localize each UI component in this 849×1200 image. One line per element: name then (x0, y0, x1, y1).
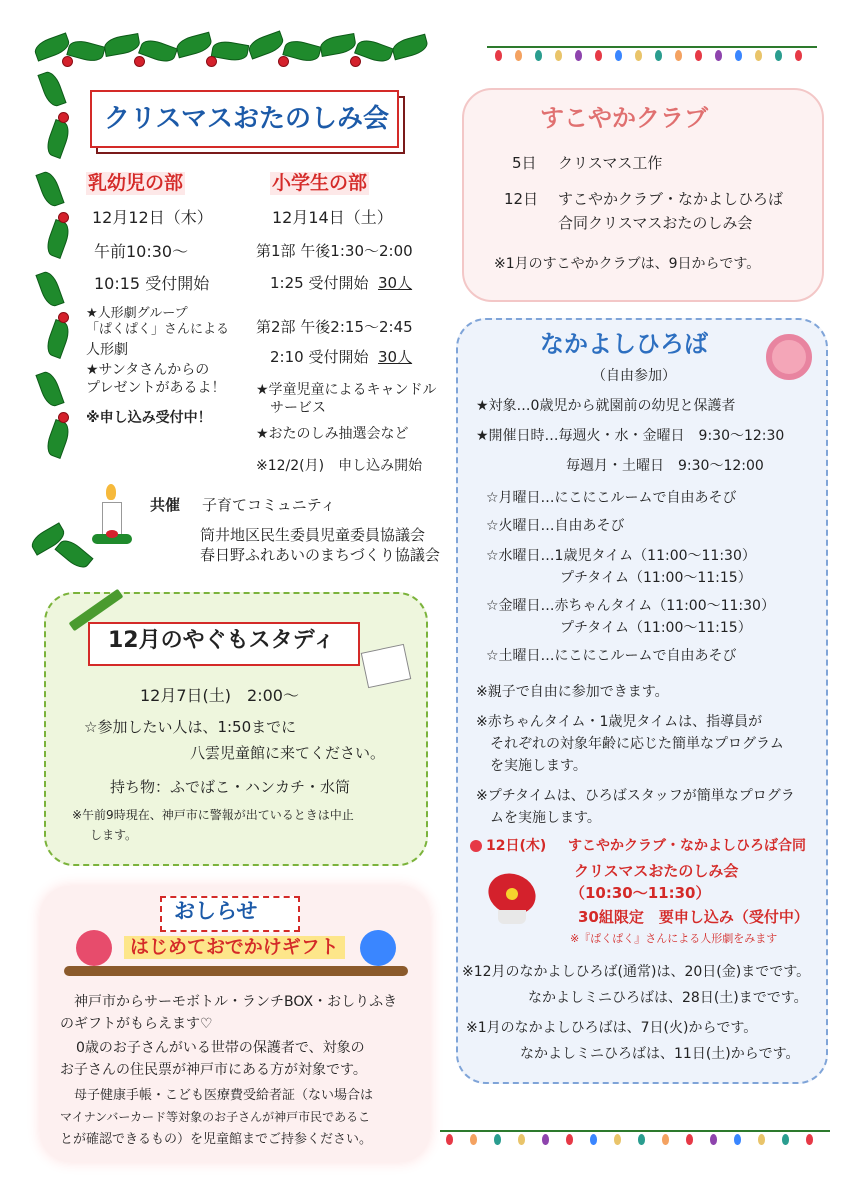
elementary-part2-reception: 2:10 受付開始 (270, 348, 369, 366)
nakayoshi-opening: なかよしミニひろばは、11日(土)からです。 (520, 1046, 800, 1062)
nakayoshi-note: ※親子で自由に参加できます。 (476, 684, 669, 700)
string-lights-top (487, 42, 817, 72)
study-title: 12月のやぐもスタディ (108, 628, 335, 653)
nakayoshi-day: プチタイム（11:00～11:15） (560, 570, 752, 586)
cohost-label: 共催 (150, 496, 181, 514)
notice-text: マイナンバーカード等対象のお子さんが神戸市民であるこ (60, 1110, 371, 1124)
cohost: 子育てコミュニティ (202, 496, 336, 514)
bird-icon (360, 930, 396, 966)
infant-reception: 10:15 受付開始 (94, 274, 210, 293)
notice-text: 神戸市からサーモボトル・ランチBOX・おしりふき (74, 994, 398, 1010)
nakayoshi-note: ムを実施します。 (490, 810, 601, 826)
nakayoshi-note: ※プチタイムは、ひろばスタッフが簡単なプログラ (476, 788, 795, 804)
elementary-apply-note: ※12/2(月) 申し込み開始 (256, 458, 423, 474)
nakayoshi-day: ☆金曜日…赤ちゃんタイム（11:00～11:30） (486, 598, 775, 614)
infant-note: プレゼントがあるよ！ (86, 380, 226, 396)
event-note: ※『ぱくぱく』さんによる人形劇をみます (570, 932, 778, 945)
sukoyaka-day: 12日 (504, 190, 539, 208)
sukoyaka-event: クリスマス工作 (558, 154, 663, 172)
nakayoshi-day: プチタイム（11:00～11:15） (560, 620, 752, 636)
elementary-heading: 小学生の部 (272, 172, 368, 194)
elementary-part2-capacity: 30人 (378, 348, 413, 366)
event-time: （10:30～11:30） (570, 884, 711, 902)
nakayoshi-schedule: 毎週月・土曜日 9:30～12:00 (566, 458, 764, 474)
infant-note: ★サンタさんからの (86, 362, 210, 378)
nakayoshi-day: ☆火曜日…自由あそび (486, 518, 625, 534)
nakayoshi-subtitle: （自由参加） (592, 368, 676, 384)
sukoyaka-event: すこやかクラブ・なかよしひろば (558, 190, 784, 208)
nakayoshi-note: それぞれの対象年齢に応じた簡単なプログラム (490, 736, 784, 752)
infant-note: ★人形劇グループ (86, 306, 188, 321)
bird-icon (76, 930, 112, 966)
notice-text: 0歳のお子さんがいる世帯の保護者で、対象の (76, 1040, 365, 1056)
infant-note: 人形劇 (86, 342, 128, 358)
nakayoshi-day: ☆土曜日…にこにこルームで自由あそび (486, 648, 737, 664)
bear-donut-icon (766, 334, 812, 380)
study-note: します。 (90, 828, 138, 842)
nakayoshi-opening: ※1月のなかよしひろばは、7日(火)からです。 (466, 1020, 758, 1036)
poinsettia-icon (482, 870, 542, 922)
study-line: 八雲児童館に来てください。 (190, 744, 386, 762)
notice-title: おしらせ (174, 899, 258, 923)
elementary-part2: 第2部 午後2:15～2:45 (256, 318, 413, 336)
nakayoshi-closing: なかよしミニひろばは、28日(土)までです。 (528, 990, 808, 1006)
notice-text: 母子健康手帳・こども医療費受給者証（ない場合は (74, 1088, 374, 1103)
cohost: 筒井地区民生委員児童委員協議会 (200, 526, 426, 544)
sukoyaka-title: すこやかクラブ (540, 104, 708, 132)
notice-text: お子さんの住民票が神戸市にある方が対象です。 (60, 1062, 367, 1078)
nakayoshi-closing: ※12月のなかよしひろば(通常)は、20日(金)までです。 (462, 964, 811, 980)
event-capacity: 30組限定 要申し込み（受付中） (578, 908, 809, 926)
sukoyaka-note: ※1月のすこやかクラブは、9日からです。 (494, 256, 761, 272)
notice-banner: はじめておでかけギフト (124, 936, 345, 959)
elementary-part1-reception: 1:25 受付開始 (270, 274, 369, 292)
elementary-date: 12月14日（土） (272, 208, 393, 227)
study-items: 持ち物：ふでばこ・ハンカチ・水筒 (110, 778, 351, 796)
infant-date: 12月12日（木） (92, 208, 213, 227)
elementary-part1: 第1部 午後1:30～2:00 (256, 242, 413, 260)
sukoyaka-day: 5日 (512, 154, 537, 172)
nakayoshi-note: を実施します。 (490, 758, 587, 774)
infant-am: 午前10:30～ (94, 242, 189, 261)
nakayoshi-schedule: ★開催日時…毎週火・水・金曜日 9:30～12:30 (476, 428, 785, 444)
infant-heading: 乳幼児の部 (88, 172, 184, 194)
event-date: 12日(木) (486, 838, 547, 854)
cohost: 春日野ふれあいのまちづくり協議会 (200, 546, 440, 564)
nakayoshi-day: ☆月曜日…にこにこルームで自由あそび (486, 490, 737, 506)
sukoyaka-event: 合同クリスマスおたのしみ会 (558, 214, 753, 232)
candle-icon (88, 484, 138, 554)
nakayoshi-target: ★対象…0歳児から就園前の幼児と保護者 (476, 398, 736, 414)
flower-icon (470, 840, 482, 852)
infant-note: 「ぱくぱく」さんによる (86, 322, 230, 337)
elementary-part1-capacity: 30人 (378, 274, 413, 292)
nakayoshi-note: ※赤ちゃんタイム・1歳児タイムは、指導員が (476, 714, 763, 730)
event-title: すこやかクラブ・なかよしひろば合同 (568, 838, 806, 854)
elementary-note: ★おたのしみ抽選会など (256, 426, 409, 442)
notice-text: のギフトがもらえます♡ (60, 1016, 213, 1032)
event-name: クリスマスおたのしみ会 (574, 862, 739, 880)
study-date: 12月7日(土) 2:00～ (140, 686, 299, 705)
christmas-title: クリスマスおたのしみ会 (104, 104, 389, 134)
banner-branch (64, 966, 408, 976)
elementary-note: ★学童児童によるキャンドル (256, 382, 437, 398)
nakayoshi-day: ☆水曜日…1歳児タイム（11:00～11:30） (486, 548, 756, 564)
nakayoshi-title: なかよしひろば (540, 330, 708, 358)
string-lights-bottom (440, 1120, 830, 1150)
study-line: ☆参加したい人は、1:50までに (84, 718, 297, 736)
notice-text: とが確認できるもの）を児童館までご持参ください。 (60, 1132, 373, 1147)
study-note: ※午前9時現在、神戸市に警報が出ているときは中止 (72, 808, 354, 822)
elementary-note: サービス (270, 400, 326, 416)
infant-apply-note: ※申し込み受付中！ (86, 410, 212, 426)
